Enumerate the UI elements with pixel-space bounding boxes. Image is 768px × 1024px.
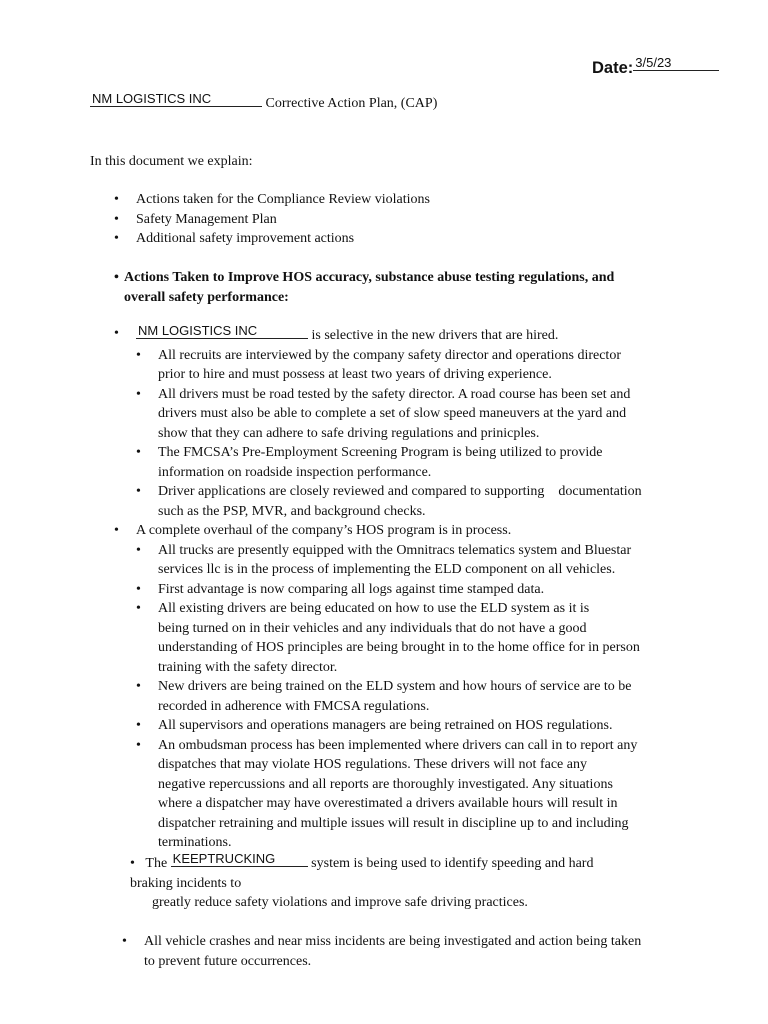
title-text: Corrective Action Plan, (CAP) [265,96,438,111]
date-row [592,56,719,80]
bullet-icon: • [130,856,135,871]
bullet-icon: • [114,270,119,285]
list-item-selective: • NM LOGISTICS INC is selective in the new drivers that are hired. [114,323,559,343]
bullet-icon: • [136,445,141,460]
bullet-icon: • [136,581,141,597]
crash-item: • All vehicle crashes and near miss incidents are being investigated and action being taken to prevent future occurrences. [122,934,642,969]
list-item-hos: • A complete overhaul of the company’s HOS program is in process. [114,521,694,541]
list-item: • Actions taken for the Compliance Review violations [114,190,430,210]
company-name-field[interactable]: NM LOGISTICS INC [90,92,262,107]
list-item: • All trucks are presently equipped with the Omnitracs telematics system and Bluestar services llc is in the process of implementing the ELD component on all vehicles. [136,542,632,577]
list-item: • Driver applications are closely reviewed and compared to supporting documentation such as the PSP, MVR, and background checks. [136,484,642,519]
date-label: Date: [592,59,634,77]
bullet-icon: • [136,386,141,402]
list-item: • All supervisors and operations managers are being retrained on HOS regulations. [114,716,694,736]
bullet-icon: • [136,347,141,363]
keeptrucking-item: • The KEEPTRUCKING system is being used to identify speeding and hard braking incidents to greatly reduce safety violations and improve safe driving practices. [130,851,594,910]
bullet-icon: • [136,542,141,558]
explain-list [114,190,430,249]
tool-name-field[interactable]: KEEPTRUCKING [171,852,308,867]
bullet-icon: • [114,211,119,227]
list-item: • All existing drivers are being educated on how to use the ELD system as it is being turned on in their vehicles and any individuals that do not have a good understanding of HOS principles are being brought in to the home office for in person training with the safety director. [136,601,640,675]
bullet-icon: • [136,718,141,733]
document-title [90,92,437,114]
date-field[interactable]: 3/5/23 [633,56,719,71]
list-item: • All recruits are interviewed by the company safety director and operations director prior to hire and must possess at least two years of driving experience. [136,347,621,382]
list-item: • Safety Management Plan [114,210,430,230]
bullet-icon: • [136,601,141,616]
list-item: • New drivers are being trained on the ELD system and how hours of service are to be recorded in adherence with FMCSA regulations. [136,679,632,714]
bullet-icon: • [114,523,119,538]
list-item: • First advantage is now comparing all logs against time stamped data. [114,580,694,600]
bullet-icon: • [114,231,119,246]
bullet-icon: • [136,679,141,694]
list-item: • The FMCSA’s Pre-Employment Screening Program is being utilized to provide information on roadside inspection performance. [136,445,603,480]
bullet-icon: • [114,192,119,207]
company-name-field-2[interactable]: NM LOGISTICS INC [136,324,308,339]
bullet-icon: • [136,484,141,499]
actions-section [114,324,694,853]
intro-text: In this document we explain: [90,154,253,169]
list-item: • An ombudsman process has been implemented where drivers can call in to report any dispatches that may violate HOS regulations. These drivers will not face any negative repercussions and all reports are thoroughly investigated. Any situations where a dispatcher may have overestimated a drivers available hours will result in dispatcher retraining and multiple issues will result in discipline up to and including terminations. [136,737,638,850]
bullet-icon: • [114,326,119,341]
section-heading: • Actions Taken to Improve HOS accuracy, substance abuse testing regulations, and overall safety performance: [114,270,615,305]
bullet-icon: • [136,737,141,753]
bullet-icon: • [122,934,127,949]
list-item: • Additional safety improvement actions [114,229,430,249]
list-item: • All drivers must be road tested by the safety director. A road course has been set and drivers must also be able to complete a set of slow speed maneuvers at the yard and show that they can adhere to safe driving regulations and prinicples. [136,386,631,441]
